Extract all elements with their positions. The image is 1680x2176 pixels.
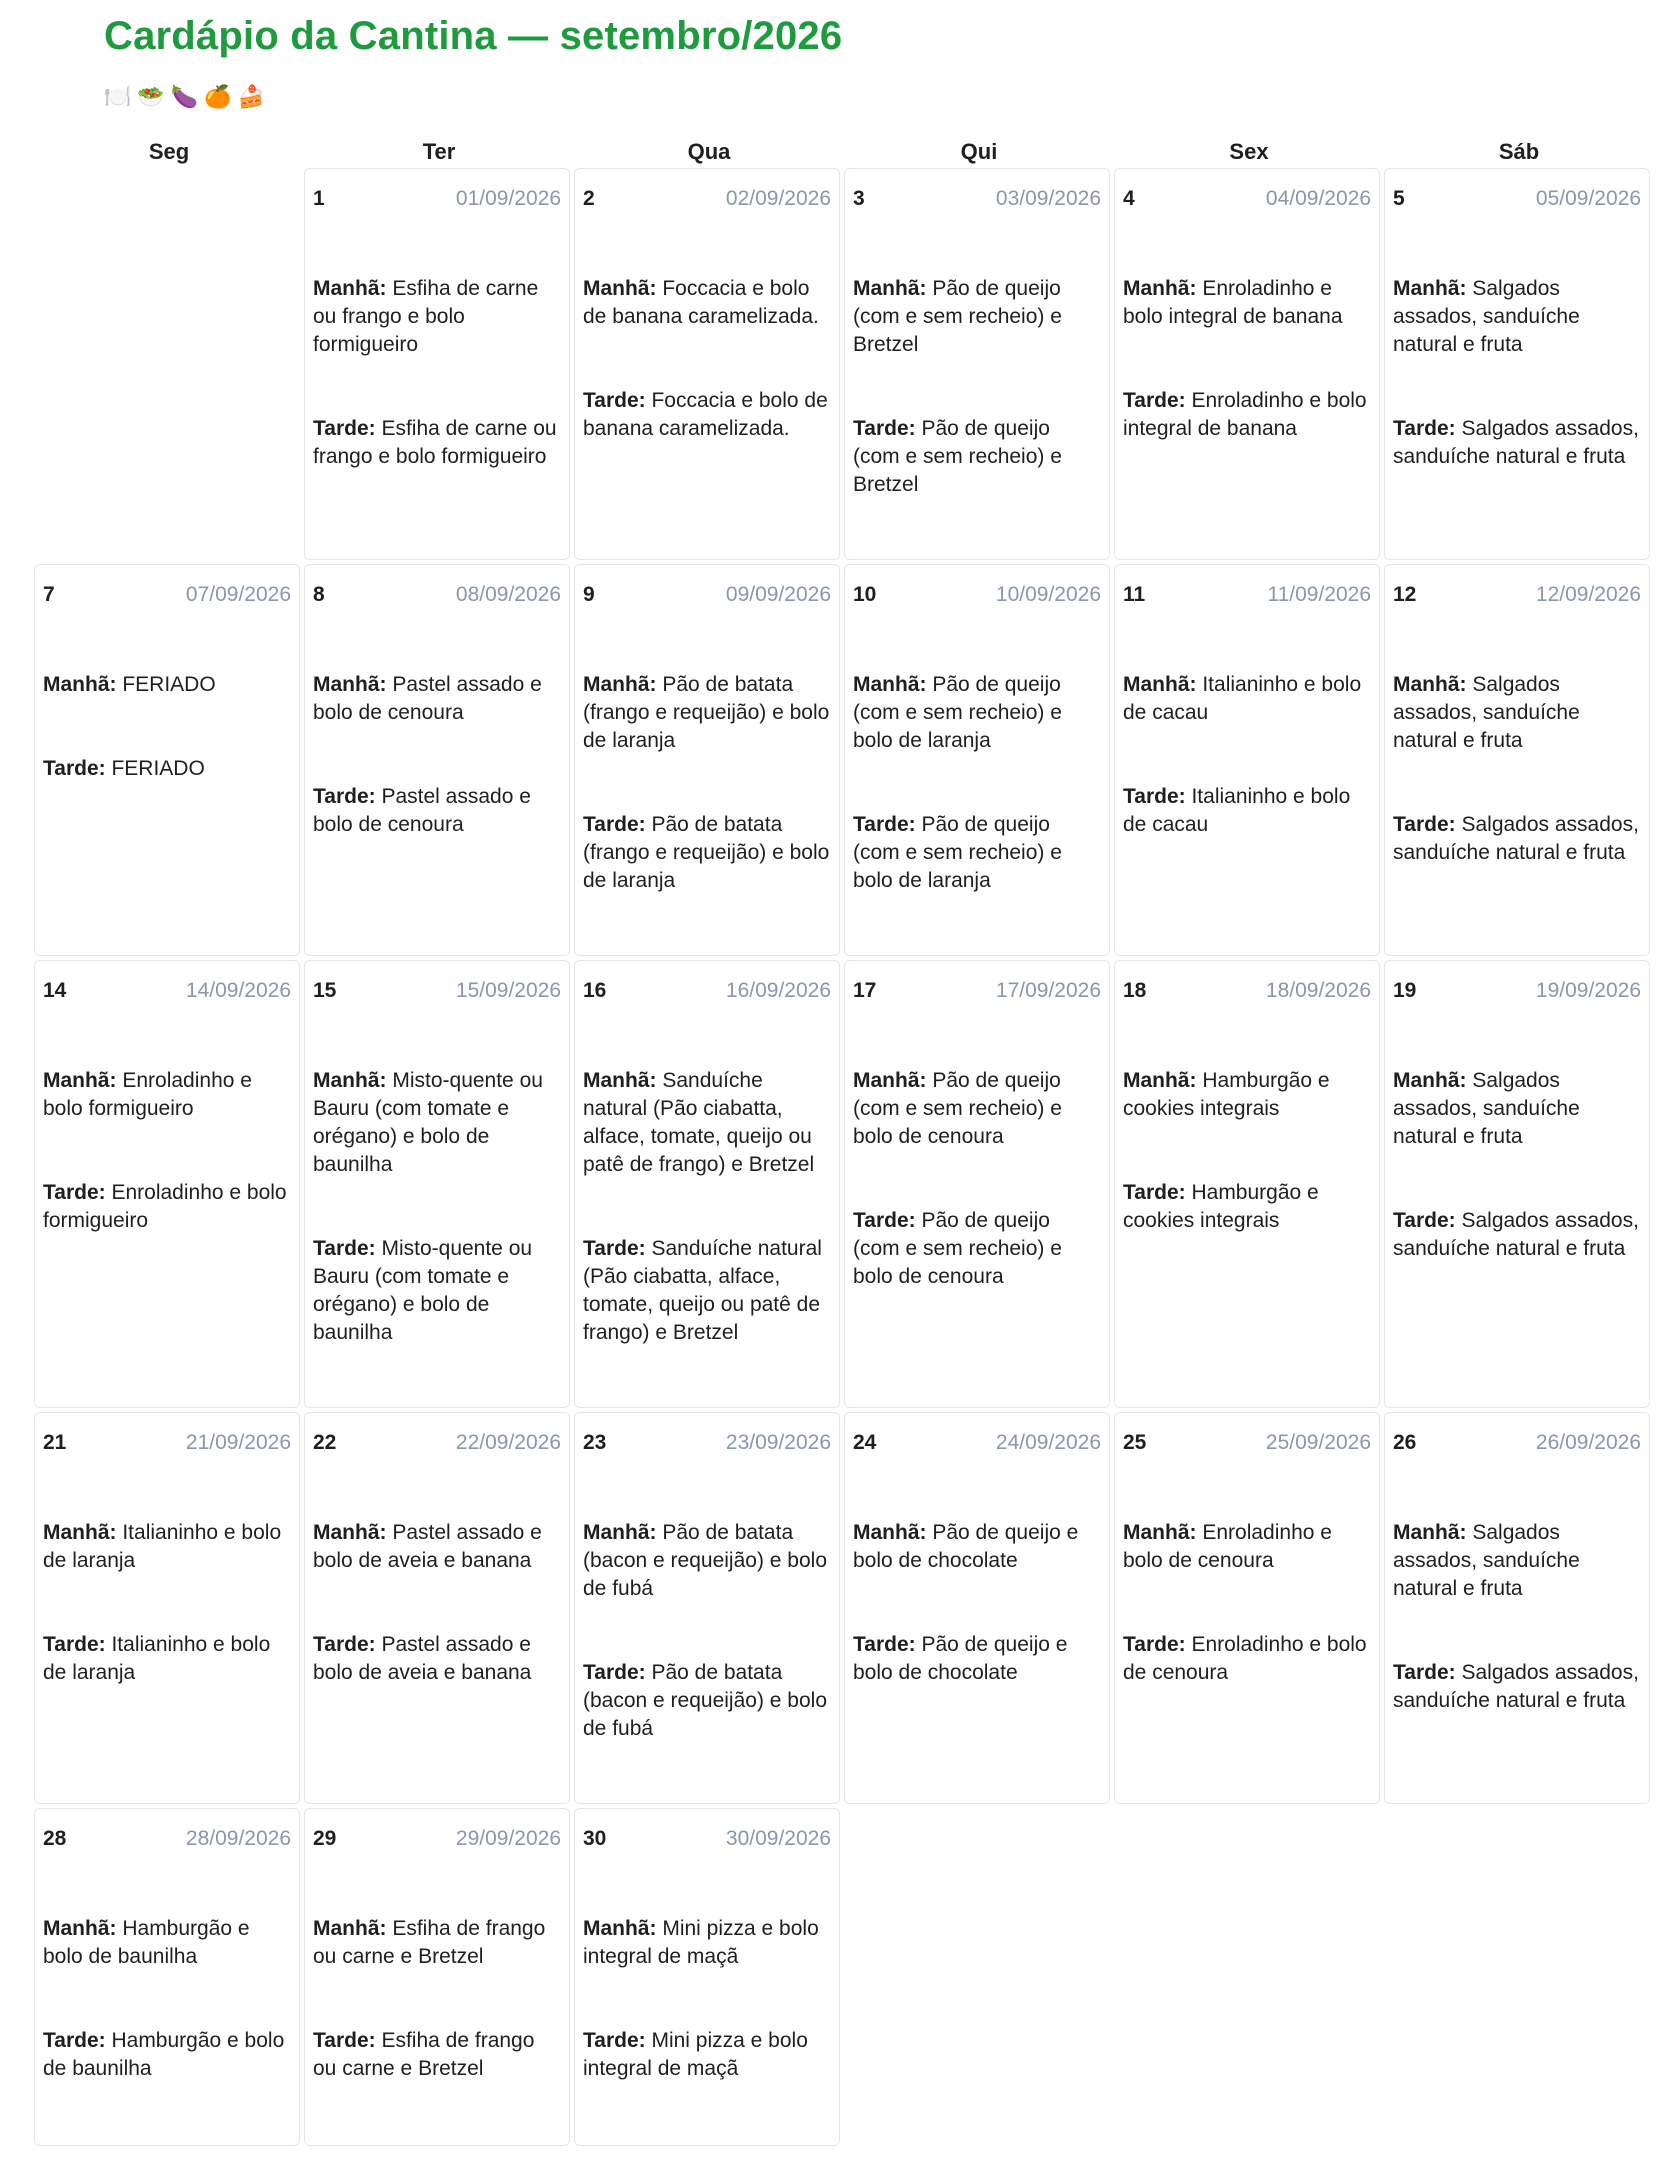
morning-menu-label: Manhã: xyxy=(1393,673,1467,696)
day-header xyxy=(583,185,831,215)
morning-menu xyxy=(853,671,1101,755)
day-date: 10/09/2026 xyxy=(995,583,1101,606)
morning-menu xyxy=(853,1067,1101,1151)
day-number: 23 xyxy=(583,1431,607,1454)
morning-menu-label: Manhã: xyxy=(43,1069,117,1092)
calendar-day-cell xyxy=(844,1412,1110,1804)
day-header xyxy=(43,1429,291,1459)
afternoon-menu xyxy=(1123,1631,1371,1687)
afternoon-menu-text: Hamburgão e bolo de baunilha xyxy=(43,2029,285,2080)
calendar-day-cell xyxy=(304,1808,570,2146)
calendar-day-cell xyxy=(304,960,570,1408)
afternoon-menu-text: Pão de batata (frango e requeijão) e bolo de laranja xyxy=(583,813,830,892)
afternoon-menu xyxy=(313,1235,561,1347)
afternoon-menu-label: Tarde: xyxy=(1123,389,1186,412)
day-number: 24 xyxy=(853,1431,877,1454)
day-date: 04/09/2026 xyxy=(1265,187,1371,210)
afternoon-menu-text: Pão de queijo (com e sem recheio) e Bretzel xyxy=(853,417,1062,496)
afternoon-menu xyxy=(43,2027,291,2083)
day-header xyxy=(313,977,561,1007)
calendar-empty-cell xyxy=(34,168,300,560)
day-number: 22 xyxy=(313,1431,337,1454)
afternoon-menu-text: Hamburgão e cookies integrais xyxy=(1123,1181,1319,1232)
day-header xyxy=(1393,1429,1641,1459)
day-number: 11 xyxy=(1123,583,1146,606)
day-date: 09/09/2026 xyxy=(725,583,831,606)
morning-menu xyxy=(583,1067,831,1179)
day-number: 26 xyxy=(1393,1431,1417,1454)
afternoon-menu-text: Pão de queijo (com e sem recheio) e bolo de laranja xyxy=(853,813,1062,892)
morning-menu-text: Pão de queijo (com e sem recheio) e bolo de cenoura xyxy=(853,1069,1062,1148)
day-date: 07/09/2026 xyxy=(185,583,291,606)
day-date: 21/09/2026 xyxy=(185,1431,291,1454)
day-header xyxy=(853,185,1101,215)
afternoon-menu-label: Tarde: xyxy=(853,813,916,836)
day-header xyxy=(1393,977,1641,1007)
day-header xyxy=(583,977,831,1007)
morning-menu-label: Manhã: xyxy=(313,277,387,300)
morning-menu xyxy=(43,1915,291,1971)
afternoon-menu xyxy=(583,1235,831,1347)
day-date: 19/09/2026 xyxy=(1535,979,1641,1002)
afternoon-menu xyxy=(313,783,561,839)
morning-menu-label: Manhã: xyxy=(583,1521,657,1544)
day-date: 12/09/2026 xyxy=(1535,583,1641,606)
calendar-day-cell xyxy=(574,960,840,1408)
afternoon-menu-label: Tarde: xyxy=(583,813,646,836)
day-date: 03/09/2026 xyxy=(995,187,1101,210)
plate-icon: 🍽️ xyxy=(104,85,132,110)
afternoon-menu-label: Tarde: xyxy=(1393,1661,1456,1684)
day-header xyxy=(43,1825,291,1855)
morning-menu-text: Italianinho e bolo de laranja xyxy=(43,1521,282,1572)
day-number: 30 xyxy=(583,1827,607,1850)
weekday-ter: Ter xyxy=(422,139,456,164)
morning-menu-label: Manhã: xyxy=(313,1917,387,1940)
calendar-day-cell xyxy=(304,564,570,956)
calendar-day-cell xyxy=(1384,168,1650,560)
morning-menu-label: Manhã: xyxy=(1393,1521,1467,1544)
afternoon-menu xyxy=(43,755,291,783)
morning-menu-label: Manhã: xyxy=(853,1521,927,1544)
morning-menu xyxy=(313,671,561,727)
afternoon-menu xyxy=(1393,1659,1641,1715)
afternoon-menu-text: Pastel assado e bolo de cenoura xyxy=(313,785,531,836)
morning-menu-text: Pão de batata (bacon e requeijão) e bolo de fubá xyxy=(583,1521,828,1600)
day-date: 05/09/2026 xyxy=(1535,187,1641,210)
morning-menu xyxy=(1393,1519,1641,1603)
morning-menu-text: Esfiha de frango ou carne e Bretzel xyxy=(313,1917,546,1968)
day-date: 30/09/2026 xyxy=(725,1827,831,1850)
day-number: 16 xyxy=(583,979,607,1002)
day-number: 14 xyxy=(43,979,67,1002)
afternoon-menu xyxy=(1123,1179,1371,1235)
calendar-day-cell xyxy=(844,168,1110,560)
calendar-day-cell xyxy=(574,564,840,956)
calendar-day-cell xyxy=(1384,564,1650,956)
afternoon-menu xyxy=(1393,415,1641,471)
calendar-day-cell xyxy=(34,960,300,1408)
calendar-day-cell xyxy=(844,960,1110,1408)
afternoon-menu-label: Tarde: xyxy=(853,1209,916,1232)
afternoon-menu-text: Italianinho e bolo de cacau xyxy=(1123,785,1351,836)
afternoon-menu xyxy=(1393,811,1641,867)
afternoon-menu-label: Tarde: xyxy=(1123,1181,1186,1204)
afternoon-menu-text: Salgados assados, sanduíche natural e fruta xyxy=(1393,1209,1639,1260)
morning-menu-label: Manhã: xyxy=(313,1521,387,1544)
morning-menu xyxy=(1393,1067,1641,1151)
calendar-day-cell xyxy=(34,564,300,956)
day-date: 02/09/2026 xyxy=(725,187,831,210)
afternoon-menu-text: Salgados assados, sanduíche natural e fruta xyxy=(1393,417,1639,468)
day-header xyxy=(853,977,1101,1007)
weekday-qui: Qui xyxy=(960,139,998,164)
morning-menu-text: Italianinho e bolo de cacau xyxy=(1123,673,1362,724)
day-header xyxy=(1123,1429,1371,1459)
morning-menu-label: Manhã: xyxy=(1123,277,1197,300)
afternoon-menu-label: Tarde: xyxy=(313,417,376,440)
day-number: 15 xyxy=(313,979,337,1002)
morning-menu-label: Manhã: xyxy=(313,1069,387,1092)
calendar-day-cell xyxy=(304,168,570,560)
morning-menu xyxy=(43,1067,291,1123)
day-header xyxy=(583,1429,831,1459)
day-header xyxy=(313,1429,561,1459)
day-number: 18 xyxy=(1123,979,1147,1002)
page-title: Cardápio da Cantina — setembro/2026 xyxy=(104,14,843,58)
day-date: 28/09/2026 xyxy=(185,1827,291,1850)
afternoon-menu-label: Tarde: xyxy=(583,1661,646,1684)
afternoon-menu xyxy=(313,415,561,471)
morning-menu-text: Sanduíche natural (Pão ciabatta, alface, tomate, queijo ou patê de frango) e Bretzel xyxy=(583,1069,815,1176)
afternoon-menu-text: Esfiha de carne ou frango e bolo formigueiro xyxy=(313,417,557,468)
morning-menu-label: Manhã: xyxy=(43,1917,117,1940)
morning-menu xyxy=(1393,275,1641,359)
morning-menu xyxy=(1123,1067,1371,1123)
morning-menu-text: Hamburgão e bolo de baunilha xyxy=(43,1917,250,1968)
day-number: 8 xyxy=(313,583,325,606)
afternoon-menu-text: Enroladinho e bolo de cenoura xyxy=(1123,1633,1367,1684)
day-header xyxy=(853,1429,1101,1459)
weekday-sex: Sex xyxy=(1229,139,1269,164)
morning-menu-text: Mini pizza e bolo integral de maçã xyxy=(583,1917,819,1968)
day-number: 12 xyxy=(1393,583,1417,606)
calendar-day-cell xyxy=(304,1412,570,1804)
afternoon-menu-label: Tarde: xyxy=(313,1633,376,1656)
afternoon-menu xyxy=(853,415,1101,499)
day-number: 4 xyxy=(1123,187,1135,210)
day-header xyxy=(313,1825,561,1855)
morning-menu xyxy=(583,275,831,331)
afternoon-menu-text: Pão de batata (bacon e requeijão) e bolo de fubá xyxy=(583,1661,828,1740)
morning-menu-label: Manhã: xyxy=(853,277,927,300)
calendar-day-cell xyxy=(34,1808,300,2146)
afternoon-menu-text: Mini pizza e bolo integral de maçã xyxy=(583,2029,808,2080)
day-header xyxy=(43,581,291,611)
day-date: 24/09/2026 xyxy=(995,1431,1101,1454)
day-header xyxy=(1123,977,1371,1007)
afternoon-menu-text: Esfiha de frango ou carne e Bretzel xyxy=(313,2029,535,2080)
morning-menu-text: Salgados assados, sanduíche natural e fruta xyxy=(1393,1069,1580,1148)
day-number: 3 xyxy=(853,187,865,210)
morning-menu xyxy=(43,671,291,699)
morning-menu xyxy=(853,1519,1101,1575)
weekday-qua: Qua xyxy=(687,139,731,164)
day-date: 15/09/2026 xyxy=(455,979,561,1002)
morning-menu-label: Manhã: xyxy=(853,1069,927,1092)
afternoon-menu xyxy=(583,2027,831,2083)
day-number: 29 xyxy=(313,1827,337,1850)
afternoon-menu-label: Tarde: xyxy=(1123,1633,1186,1656)
calendar-day-cell xyxy=(34,1412,300,1804)
day-date: 11/09/2026 xyxy=(1267,583,1371,606)
weekday-sab: Sáb xyxy=(1498,139,1540,164)
morning-menu-label: Manhã: xyxy=(43,1521,117,1544)
day-date: 29/09/2026 xyxy=(455,1827,561,1850)
afternoon-menu xyxy=(313,1631,561,1687)
morning-menu-label: Manhã: xyxy=(583,277,657,300)
morning-menu-text: Salgados assados, sanduíche natural e fruta xyxy=(1393,673,1580,752)
afternoon-menu-label: Tarde: xyxy=(1393,1209,1456,1232)
weekday-seg: Seg xyxy=(148,139,190,164)
afternoon-menu-text: Pão de queijo e bolo de chocolate xyxy=(853,1633,1068,1684)
afternoon-menu-label: Tarde: xyxy=(853,1633,916,1656)
day-header xyxy=(1123,581,1371,611)
morning-menu-text: Pão de queijo e bolo de chocolate xyxy=(853,1521,1079,1572)
morning-menu xyxy=(583,671,831,755)
morning-menu-text: Salgados assados, sanduíche natural e fruta xyxy=(1393,277,1580,356)
day-number: 19 xyxy=(1393,979,1417,1002)
afternoon-menu-label: Tarde: xyxy=(583,1237,646,1260)
day-number: 21 xyxy=(43,1431,67,1454)
morning-menu-label: Manhã: xyxy=(583,673,657,696)
morning-menu-text: Pão de queijo (com e sem recheio) e Bretzel xyxy=(853,277,1062,356)
morning-menu-text: Salgados assados, sanduíche natural e fruta xyxy=(1393,1521,1580,1600)
afternoon-menu xyxy=(853,1631,1101,1687)
morning-menu xyxy=(313,1067,561,1179)
afternoon-menu-text: Enroladinho e bolo formigueiro xyxy=(43,1181,287,1232)
afternoon-menu-text: Pastel assado e bolo de aveia e banana xyxy=(313,1633,532,1684)
morning-menu xyxy=(313,1519,561,1575)
morning-menu-text: Enroladinho e bolo integral de banana xyxy=(1123,277,1343,328)
afternoon-menu-label: Tarde: xyxy=(583,2029,646,2052)
morning-menu-text: Pastel assado e bolo de aveia e banana xyxy=(313,1521,542,1572)
day-date: 22/09/2026 xyxy=(455,1431,561,1454)
afternoon-menu-text: FERIADO xyxy=(111,757,205,780)
afternoon-menu-label: Tarde: xyxy=(1393,417,1456,440)
calendar-day-cell xyxy=(1384,960,1650,1408)
afternoon-menu xyxy=(583,1659,831,1743)
day-number: 10 xyxy=(853,583,877,606)
weekday-header xyxy=(34,134,1654,170)
afternoon-menu xyxy=(1123,783,1371,839)
day-header xyxy=(1393,185,1641,215)
day-date: 14/09/2026 xyxy=(185,979,291,1002)
day-number: 17 xyxy=(853,979,877,1002)
day-date: 25/09/2026 xyxy=(1265,1431,1371,1454)
morning-menu-label: Manhã: xyxy=(43,673,117,696)
calendar-day-cell xyxy=(1384,1412,1650,1804)
calendar-day-cell xyxy=(574,168,840,560)
day-date: 23/09/2026 xyxy=(725,1431,831,1454)
eggplant-icon: 🍆 xyxy=(170,85,199,110)
afternoon-menu-text: Foccacia e bolo de banana caramelizada. xyxy=(583,389,828,440)
day-header xyxy=(313,185,561,215)
morning-menu-text: Enroladinho e bolo formigueiro xyxy=(43,1069,252,1120)
afternoon-menu-label: Tarde: xyxy=(43,1633,106,1656)
day-date: 16/09/2026 xyxy=(725,979,831,1002)
morning-menu-label: Manhã: xyxy=(853,673,927,696)
calendar-day-cell xyxy=(1114,960,1380,1408)
afternoon-menu xyxy=(313,2027,561,2083)
afternoon-menu xyxy=(1123,387,1371,443)
morning-menu-label: Manhã: xyxy=(1123,673,1197,696)
afternoon-menu-label: Tarde: xyxy=(313,785,376,808)
morning-menu-text: Misto-quente ou Bauru (com tomate e orégano) e bolo de baunilha xyxy=(313,1069,543,1176)
morning-menu-text: Esfiha de carne ou frango e bolo formigueiro xyxy=(313,277,539,356)
morning-menu-text: Pão de batata (frango e requeijão) e bolo de laranja xyxy=(583,673,830,752)
morning-menu xyxy=(853,275,1101,359)
calendar-day-cell xyxy=(1114,564,1380,956)
afternoon-menu-text: Salgados assados, sanduíche natural e fruta xyxy=(1393,813,1639,864)
afternoon-menu-label: Tarde: xyxy=(43,1181,106,1204)
afternoon-menu-label: Tarde: xyxy=(1393,813,1456,836)
salad-icon: 🥗 xyxy=(137,85,165,110)
afternoon-menu xyxy=(583,387,831,443)
morning-menu-label: Manhã: xyxy=(1123,1521,1197,1544)
day-number: 1 xyxy=(313,187,325,210)
day-number: 2 xyxy=(583,187,595,210)
afternoon-menu-label: Tarde: xyxy=(43,757,106,780)
afternoon-menu-label: Tarde: xyxy=(853,417,916,440)
day-date: 08/09/2026 xyxy=(455,583,561,606)
afternoon-menu xyxy=(43,1179,291,1235)
morning-menu xyxy=(583,1915,831,1971)
morning-menu xyxy=(43,1519,291,1575)
day-header xyxy=(853,581,1101,611)
calendar-day-cell xyxy=(1114,1412,1380,1804)
day-number: 9 xyxy=(583,583,595,606)
day-date: 18/09/2026 xyxy=(1265,979,1371,1002)
day-header xyxy=(583,581,831,611)
afternoon-menu-text: Enroladinho e bolo integral de banana xyxy=(1123,389,1367,440)
calendar-day-cell xyxy=(574,1808,840,2146)
afternoon-menu xyxy=(1393,1207,1641,1263)
day-header xyxy=(1393,581,1641,611)
afternoon-menu-label: Tarde: xyxy=(583,389,646,412)
afternoon-menu-text: Salgados assados, sanduíche natural e fruta xyxy=(1393,1661,1639,1712)
day-number: 5 xyxy=(1393,187,1405,210)
morning-menu-label: Manhã: xyxy=(583,1069,657,1092)
morning-menu-label: Manhã: xyxy=(313,673,387,696)
morning-menu-text: FERIADO xyxy=(122,673,216,696)
afternoon-menu-text: Pão de queijo (com e sem recheio) e bolo de cenoura xyxy=(853,1209,1062,1288)
afternoon-menu-text: Italianinho e bolo de laranja xyxy=(43,1633,271,1684)
morning-menu xyxy=(313,1915,561,1971)
morning-menu xyxy=(583,1519,831,1603)
day-date: 01/09/2026 xyxy=(455,187,561,210)
morning-menu-text: Pão de queijo (com e sem recheio) e bolo de laranja xyxy=(853,673,1062,752)
morning-menu-label: Manhã: xyxy=(1123,1069,1197,1092)
day-header xyxy=(1123,185,1371,215)
morning-menu-text: Hamburgão e cookies integrais xyxy=(1123,1069,1330,1120)
afternoon-menu xyxy=(583,811,831,895)
calendar-day-cell xyxy=(574,1412,840,1804)
day-header xyxy=(313,581,561,611)
day-date: 17/09/2026 xyxy=(995,979,1101,1002)
afternoon-menu-label: Tarde: xyxy=(313,2029,376,2052)
morning-menu xyxy=(1393,671,1641,755)
day-number: 25 xyxy=(1123,1431,1147,1454)
day-header xyxy=(43,977,291,1007)
morning-menu xyxy=(1123,1519,1371,1575)
calendar-day-cell xyxy=(844,564,1110,956)
morning-menu-label: Manhã: xyxy=(583,1917,657,1940)
day-header xyxy=(583,1825,831,1855)
afternoon-menu-text: Sanduíche natural (Pão ciabatta, alface, tomate, queijo ou patê de frango) e Bretzel xyxy=(583,1237,822,1344)
morning-menu-text: Pastel assado e bolo de cenoura xyxy=(313,673,542,724)
morning-menu xyxy=(1123,671,1371,727)
orange-icon: 🍊 xyxy=(204,85,232,110)
afternoon-menu xyxy=(853,1207,1101,1291)
day-number: 28 xyxy=(43,1827,67,1850)
afternoon-menu xyxy=(43,1631,291,1687)
morning-menu-text: Foccacia e bolo de banana caramelizada. xyxy=(583,277,819,328)
afternoon-menu-label: Tarde: xyxy=(313,1237,376,1260)
afternoon-menu xyxy=(853,811,1101,895)
day-date: 26/09/2026 xyxy=(1535,1431,1641,1454)
calendar-grid xyxy=(34,168,1654,2146)
morning-menu xyxy=(313,275,561,359)
morning-menu-label: Manhã: xyxy=(1393,277,1467,300)
morning-menu-label: Manhã: xyxy=(1393,1069,1467,1092)
morning-menu-text: Enroladinho e bolo de cenoura xyxy=(1123,1521,1332,1572)
calendar-day-cell xyxy=(1114,168,1380,560)
day-number: 7 xyxy=(43,583,55,606)
emoji-row xyxy=(104,84,265,112)
morning-menu xyxy=(1123,275,1371,331)
afternoon-menu-label: Tarde: xyxy=(1123,785,1186,808)
afternoon-menu-text: Misto-quente ou Bauru (com tomate e orégano) e bolo de baunilha xyxy=(313,1237,533,1344)
cake-icon: 🍰 xyxy=(237,85,266,110)
afternoon-menu-label: Tarde: xyxy=(43,2029,106,2052)
